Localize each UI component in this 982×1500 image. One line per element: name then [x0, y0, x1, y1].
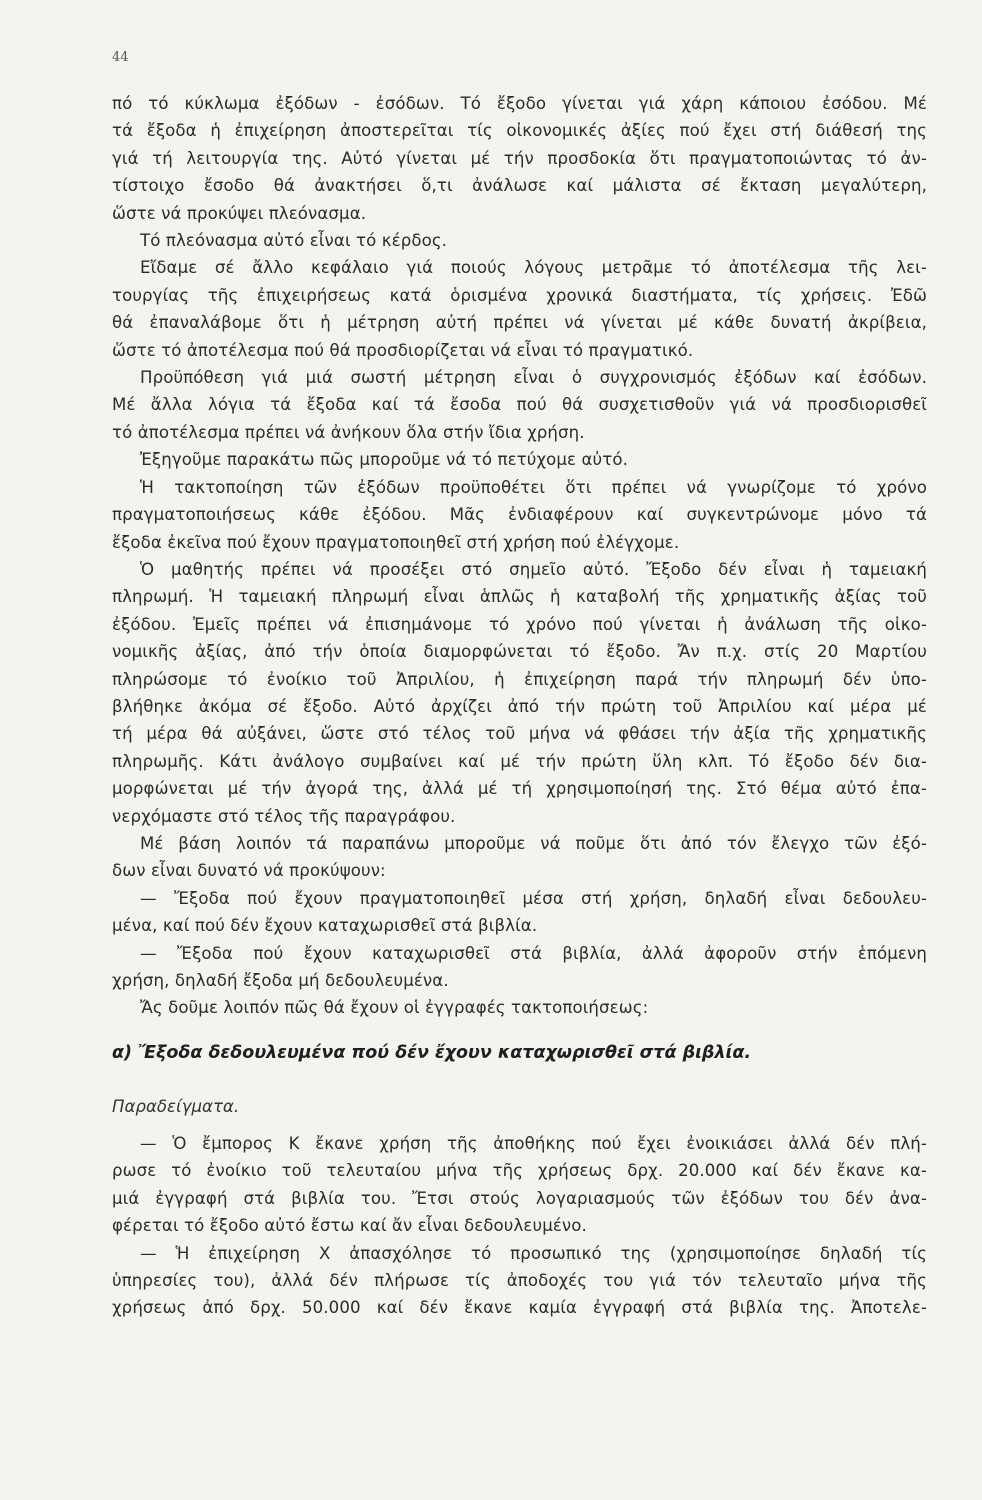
text-line: νομικῆς ἀξίας, ἀπό τήν ὁποία διαμορφώνεται τό ἔξοδο. Ἄν π.χ. στίς 20 Μαρτίου — [112, 642, 927, 662]
text-line: μορφώνεται μέ τήν ἀγορά της, ἀλλά μέ τή χρησιμοποίησή της. Στό θέμα αὐτό ἐπα- — [112, 779, 927, 799]
text-line: Προϋπόθεση γιά μιά σωστή μέτρηση εἶναι ὁ συγχρονισμός ἐξόδων καί ἐσόδων. — [140, 368, 927, 388]
text-line: φέρεται τό ἔξοδο αὐτό ἔστω καί ἄν εἶναι δεδουλευμένο. — [112, 1216, 587, 1236]
examples-text — [112, 1130, 927, 1322]
text-line: — Ἔξοδα πού ἔχουν πραγματοποιηθεῖ μέσα στή χρήση, δηλαδή εἶναι δεδουλευ- — [140, 888, 927, 908]
text-line: Ἡ τακτοποίηση τῶν ἐξόδων προϋποθέτει ὅτι πρέπει νά γνωρίζομε τό χρόνο — [140, 477, 927, 497]
text-line: ὑπηρεσίες του), ἀλλά δέν πλήρωσε τίς ἀποδοχές του γιά τόν τελευταῖο μήνα τῆς — [112, 1271, 927, 1291]
text-line: θά ἐπαναλάβομε ὅτι ἡ μέτρηση αὐτή πρέπει νά γίνεται μέ κάθε δυνατή ἀκρίβεια, — [112, 313, 927, 333]
text-line: τουργίας τῆς ἐπιχειρήσεως κατά ὁρισμένα χρονικά διαστήματα, τίς χρήσεις. Ἐδῶ — [112, 285, 927, 305]
text-line: τίστοιχο ἔσοδο θά ἀνακτήσει ὅ,τι ἀνάλωσε καί μάλιστα σέ ἔκταση μεγαλύτερη, — [112, 176, 927, 196]
text-line: ἐξόδου. Ἐμεῖς πρέπει νά ἐπισημάνομε τό χρόνο πού γίνεται ἡ ἀνάλωση τῆς οἰκο- — [112, 614, 927, 634]
text-line: χρήση, δηλαδή ἔξοδα μή δεδουλευμένα. — [112, 971, 449, 990]
text-line: Ὁ μαθητής πρέπει νά προσέξει στό σημεῖο αὐτό. Ἔξοδο δέν εἶναι ἡ ταμειακή — [140, 559, 927, 579]
text-line: πληρωμή. Ἡ ταμειακή πληρωμή εἶναι ἁπλῶς ἡ καταβολή τῆς χρηματικῆς ἀξίας τοῦ — [112, 587, 927, 607]
text-line: πληρώσομε τό ἐνοίκιο τοῦ Ἀπριλίου, ἡ ἐπιχείρηση παρά τήν πληρωμή δέν ὑπο- — [112, 669, 927, 689]
page-number: 44 — [112, 50, 129, 65]
text-line: Ἐξηγοῦμε παρακάτω πῶς μποροῦμε νά τό πετύχομε αὐτό. — [140, 450, 628, 470]
text-line: χρήσεως ἀπό δρχ. 50.000 καί δέν ἔκανε καμία ἐγγραφή στά βιβλία της. Ἀποτελε- — [112, 1298, 927, 1318]
text-line: μιά ἐγγραφή στά βιβλία του. Ἔτσι στούς λογαριασμούς τῶν ἐξόδων του δέν ἀνα- — [112, 1188, 927, 1208]
examples-label: Παραδείγματα. — [112, 1097, 240, 1116]
text-line: — Ἔξοδα πού ἔχουν καταχωρισθεῖ στά βιβλία, ἀλλά ἀφοροῦν στήν ἑπόμενη — [140, 943, 927, 963]
text-line: Μέ ἄλλα λόγια τά ἔξοδα καί τά ἔσοδα πού θά συσχετισθοῦν γιά νά προσδιορισθεῖ — [112, 395, 927, 415]
text-line: δων εἶναι δυνατό νά προκύψουν: — [112, 861, 386, 881]
text-line: τό ἀποτέλεσμα πρέπει νά ἀνήκουν ὅλα στήν ἴδια χρήση. — [112, 422, 585, 442]
text-line: μένα, καί πού δέν ἔχουν καταχωρισθεῖ στά βιβλία. — [112, 916, 538, 936]
text-line: ὥστε νά προκύψει πλεόνασμα. — [112, 203, 367, 223]
section-heading: α) Ἔξοδα δεδουλευμένα πού δέν ἔχουν καταχωρισθεῖ στά βιβλία. — [112, 1043, 752, 1063]
text-line: Ἄς δοῦμε λοιπόν πῶς θά ἔχουν οἱ ἐγγραφές τακτοποιήσεως: — [140, 998, 649, 1018]
text-line: ὥστε τό ἀποτέλεσμα πού θά προσδιορίζεται νά εἶναι τό πραγματικό. — [112, 340, 694, 360]
text-line: νερχόμαστε στό τέλος τῆς παραγράφου. — [112, 806, 456, 826]
text-line: Εἴδαμε σέ ἄλλο κεφάλαιο γιά ποιούς λόγους μετρᾶμε τό ἀποτέλεσμα τῆς λει- — [140, 258, 927, 278]
text-line: ἔξοδα ἐκεῖνα πού ἔχουν πραγματοποιηθεῖ στή χρήση πού ἐλέγχομε. — [112, 532, 680, 552]
text-line: πραγματοποιήσεως κάθε ἐξόδου. Μᾶς ἐνδιαφέρουν καί συγκεντρώνομε μόνο τά — [112, 505, 927, 525]
text-line: τά ἔξοδα ἡ ἐπιχείρηση ἀποστερεῖται τίς οἰκονομικές ἀξίες πού ἔχει στή διάθεσή της — [112, 121, 927, 141]
text-line: — Ἡ ἐπιχείρηση Χ ἀπασχόλησε τό προσωπικό της (χρησιμοποίησε δηλαδή τίς — [140, 1243, 927, 1263]
text-line: βλήθηκε ἀκόμα σέ ἔξοδο. Αὐτό ἀρχίζει ἀπό τήν πρώτη τοῦ Ἀπριλίου καί μέρα μέ — [112, 696, 927, 716]
text-line: γιά τή λειτουργία της. Αὐτό γίνεται μέ τήν προσδοκία ὅτι πραγματοποιώντας τό ἀν- — [112, 148, 927, 168]
text-line: Μέ βάση λοιπόν τά παραπάνω μποροῦμε νά ποῦμε ὅτι ἀπό τόν ἔλεγχο τῶν ἐξό- — [140, 833, 927, 853]
text-line: — Ὁ ἔμπορος Κ ἔκανε χρήση τῆς ἀποθήκης πού ἔχει ἐνοικιάσει ἀλλά δέν πλή- — [140, 1134, 927, 1153]
body-text — [112, 90, 927, 1022]
text-line: ρωσε τό ἐνοίκιο τοῦ τελευταίου μήνα τῆς χρήσεως δρχ. 20.000 καί δέν ἔκανε κα- — [112, 1161, 927, 1181]
text-line: τή μέρα θά αὐξάνει, ὥστε στό τέλος τοῦ μήνα νά φθάσει τήν ἀξία τῆς χρηματικῆς — [112, 724, 927, 744]
text-line: πό τό κύκλωμα ἐξόδων - ἐσόδων. Τό ἔξοδο γίνεται γιά χάρη κάποιου ἐσόδου. Μέ — [112, 94, 927, 113]
text-line: Τό πλεόνασμα αὐτό εἶναι τό κέρδος. — [140, 231, 448, 251]
text-line: πληρωμῆς. Κάτι ἀνάλογο συμβαίνει καί μέ τήν πρώτη ὕλη κλπ. Τό ἔξοδο δέν δια- — [112, 751, 927, 771]
